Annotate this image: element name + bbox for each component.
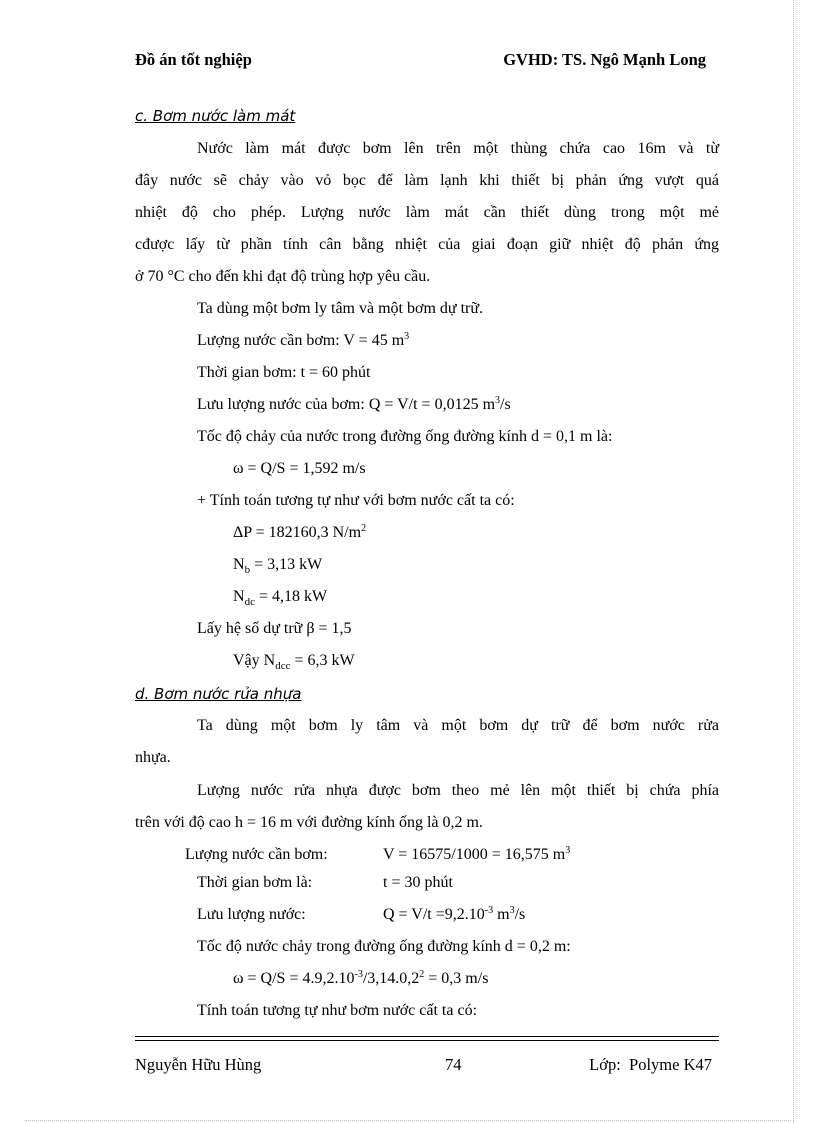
volume-label: Lượng nước cần bơm: xyxy=(185,846,328,863)
similar-line: Tính toán tương tự như bơm nước cất ta có: xyxy=(197,1002,478,1019)
paragraph-line: Nước làm mát được bơm lên trên một thùng chứa cao 16m và từ xyxy=(197,140,719,157)
page-number: 74 xyxy=(445,1055,462,1074)
flow-value: $Q = V/t =9,2.10^{-3}$ $m^3/s$ xyxy=(383,905,526,923)
time-line: Thời gian bơm: t = 60 phút xyxy=(197,364,371,381)
reserve-line: Lấy hệ số dự trữ β = 1,5 xyxy=(197,620,352,637)
page-border-bottom xyxy=(25,1120,791,1121)
footer-class: Lớp: Polyme K47 xyxy=(589,1055,712,1074)
nb-line: $N_b = 3,13$ kW xyxy=(233,556,323,576)
ndc-line: $N_{dc} = 4,18$ kW xyxy=(233,588,328,608)
section-c-title: c. Bơm nước làm mát xyxy=(135,107,296,125)
footer-rule xyxy=(135,1036,719,1037)
similar-line: + Tính toán tương tự như với bơm nước cất ta có: xyxy=(197,492,515,509)
paragraph-line: ở 70 °C cho đến khi đạt độ trùng hợp yêu cầu. xyxy=(135,268,431,285)
paragraph-line: Ta dùng một bơm ly tâm và một bơm dự trữ để bơm nước rửa xyxy=(197,717,719,734)
time-label: Thời gian bơm là: xyxy=(197,874,313,891)
paragraph-line: Lượng nước rửa nhựa được bơm theo mẻ lên một thiết bị chứa phía xyxy=(197,782,719,799)
footer-author: Nguyễn Hữu Hùng xyxy=(135,1055,262,1074)
section-d-title: d. Bơm nước rửa nhựa xyxy=(135,685,302,703)
omega-line: $\omega = Q/S = 4.9,2.10^{-3}/3,14.0,2^2 = 0,3$ m/s xyxy=(233,969,489,987)
speed-intro: Tốc độ nước chảy trong đường ống đường kính d = 0,2 m: xyxy=(197,938,571,955)
paragraph-line: trên với độ cao h = 16 m với đường kính ống là 0,2 m. xyxy=(135,814,483,831)
volume-line: Lượng nước cần bơm: V = 45 $m^3$ xyxy=(197,331,410,349)
header-title: Đồ án tốt nghiệp xyxy=(135,50,252,69)
ndcc-line: Vậy $N_{dcc} = 6,3$ kW xyxy=(233,652,355,672)
page-border-right xyxy=(793,0,794,1123)
pump-line: Ta dùng một bơm ly tâm và một bơm dự trữ. xyxy=(197,300,484,317)
time-value: t = 30 phút xyxy=(383,874,453,891)
speed-intro: Tốc độ chảy của nước trong đường ống đường kính d = 0,1 m là: xyxy=(197,428,613,445)
flow-label: Lưu lượng nước: xyxy=(197,906,306,923)
paragraph-line: nhựa. xyxy=(135,749,171,766)
header-advisor: GVHD: TS. Ngô Mạnh Long xyxy=(503,50,706,69)
flow-line: Lưu lượng nước của bơm: Q = V/t = 0,0125 $m^3/s$ xyxy=(197,395,511,413)
pressure-line: ΔP = 182160,3 $N/m^2$ xyxy=(233,523,367,541)
paragraph-line: đây nước sẽ chảy vào vỏ bọc để làm lạnh khi thiết bị phản ứng vượt quá xyxy=(135,172,719,189)
footer-rule xyxy=(135,1040,719,1041)
volume-value: V = 16575/1000 = 16,575 $m^3$ xyxy=(383,845,571,863)
omega-line: ω = Q/S = 1,592 m/s xyxy=(233,460,366,477)
paragraph-line: cđược lấy từ phần tính cân bằng nhiệt của giai đoạn giữ nhiệt độ phản ứng xyxy=(135,236,719,253)
paragraph-line: nhiệt độ cho phép. Lượng nước làm mát cần thiết dùng trong một mẻ xyxy=(135,204,719,221)
